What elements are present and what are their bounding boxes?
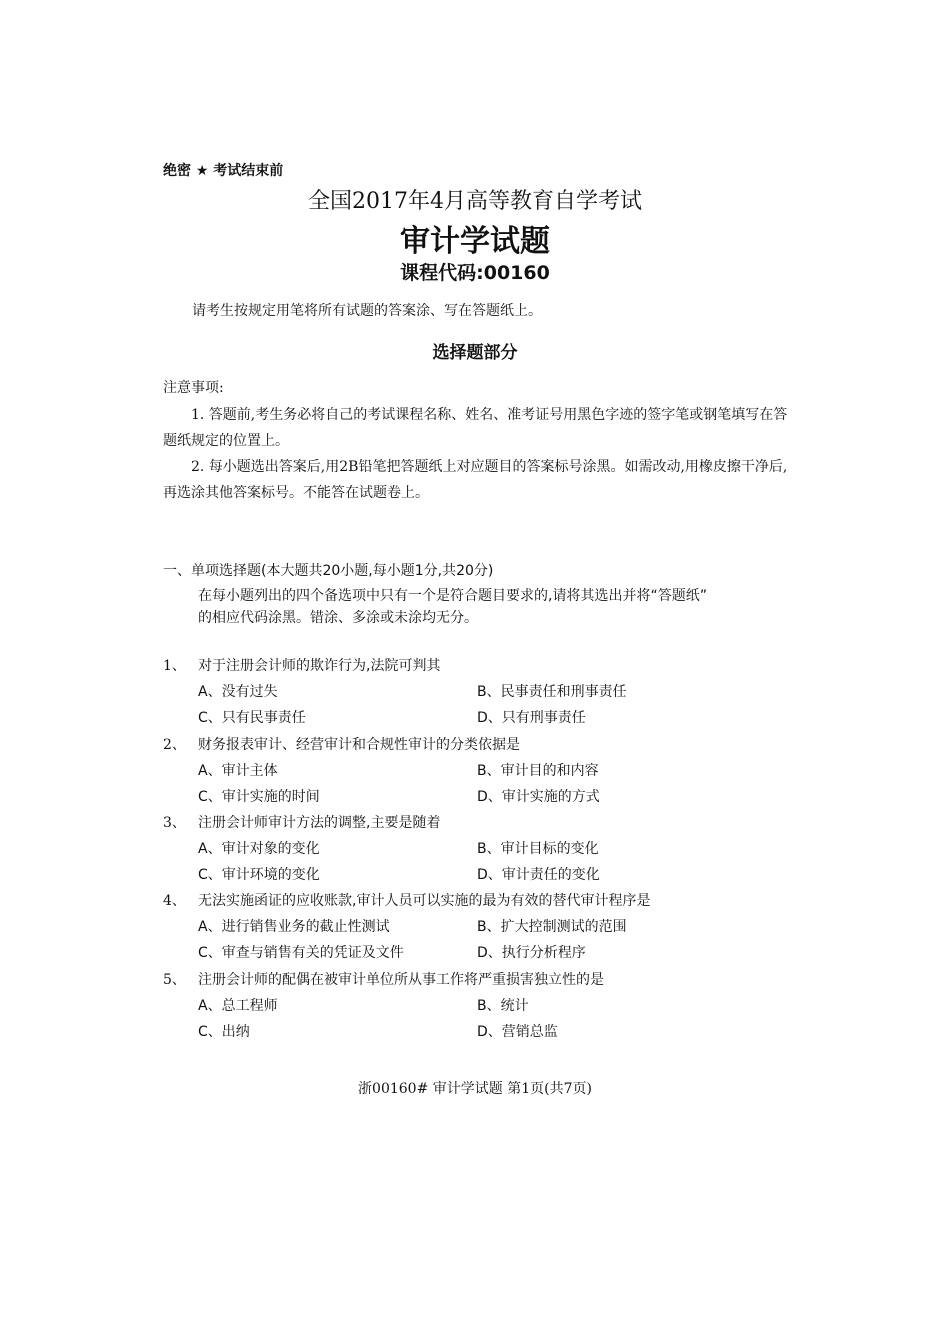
question-number: 1、 bbox=[163, 658, 186, 674]
option-b: B、统计 bbox=[477, 998, 529, 1014]
question-stem: 对于注册会计师的欺诈行为,法院可判其 bbox=[198, 658, 441, 674]
option-a: A、没有过失 bbox=[198, 684, 278, 700]
subject-title: 审计学试题 bbox=[400, 224, 550, 259]
option-a: A、审计主体 bbox=[198, 763, 278, 779]
option-b: B、民事责任和刑事责任 bbox=[477, 684, 627, 700]
note-item: 2. 每小题选出答案后,用2B铅笔把答题纸上对应题目的答案标号涂黑。如需改动,用橡皮擦干净后,再选涂其他答案标号。不能答在试题卷上。 bbox=[163, 459, 788, 501]
question-number: 3、 bbox=[163, 815, 186, 831]
option-d: D、审计责任的变化 bbox=[477, 867, 600, 883]
option-c: C、审查与销售有关的凭证及文件 bbox=[198, 945, 404, 961]
option-b: B、审计目标的变化 bbox=[477, 841, 599, 857]
question-number: 5、 bbox=[163, 972, 186, 988]
option-c: C、审计实施的时间 bbox=[198, 789, 320, 805]
page-footer: 浙00160# 审计学试题 第1页(共7页) bbox=[358, 1081, 592, 1097]
option-d: D、只有刑事责任 bbox=[477, 710, 586, 726]
question-stem: 注册会计师的配偶在被审计单位所从事工作将严重损害独立性的是 bbox=[198, 972, 604, 988]
option-c: C、只有民事责任 bbox=[198, 710, 306, 726]
question-number: 2、 bbox=[163, 737, 186, 753]
question-number: 4、 bbox=[163, 893, 186, 909]
option-d: D、执行分析程序 bbox=[477, 945, 586, 961]
option-b: B、审计目的和内容 bbox=[477, 763, 599, 779]
question-stem: 无法实施函证的应收账款,审计人员可以实施的最为有效的替代审计程序是 bbox=[198, 893, 651, 909]
question-stem: 财务报表审计、经营审计和合规性审计的分类依据是 bbox=[198, 737, 520, 753]
option-c: C、审计环境的变化 bbox=[198, 867, 320, 883]
option-a: A、总工程师 bbox=[198, 998, 278, 1014]
confidential-label: 绝密 ★ 考试结束前 bbox=[163, 163, 284, 179]
option-a: A、审计对象的变化 bbox=[198, 841, 320, 857]
course-code: 课程代码:00160 bbox=[400, 262, 550, 284]
option-d: D、营销总监 bbox=[477, 1024, 558, 1040]
notes-heading: 注意事项: bbox=[163, 380, 224, 396]
section-description: 的相应代码涂黑。错涂、多涂或未涂均无分。 bbox=[198, 610, 478, 626]
section-heading: 一、单项选择题(本大题共20小题,每小题1分,共20分) bbox=[163, 563, 494, 579]
section-description: 在每小题列出的四个备选项中只有一个是符合题目要求的,请将其选出并将“答题纸” bbox=[198, 588, 707, 604]
note-item: 1. 答题前,考生务必将自己的考试课程名称、姓名、准考证号用黑色字迹的签字笔或钢笔填写在答题纸规定的位置上。 bbox=[163, 407, 788, 449]
option-b: B、扩大控制测试的范围 bbox=[477, 919, 627, 935]
exam-title: 全国2017年4月高等教育自学考试 bbox=[308, 189, 642, 214]
question-stem: 注册会计师审计方法的调整,主要是随着 bbox=[198, 815, 441, 831]
general-instruction: 请考生按规定用笔将所有试题的答案涂、写在答题纸上。 bbox=[192, 303, 542, 319]
option-a: A、进行销售业务的截止性测试 bbox=[198, 919, 390, 935]
option-d: D、审计实施的方式 bbox=[477, 789, 600, 805]
option-c: C、出纳 bbox=[198, 1024, 250, 1040]
part-title: 选择题部分 bbox=[432, 343, 518, 363]
